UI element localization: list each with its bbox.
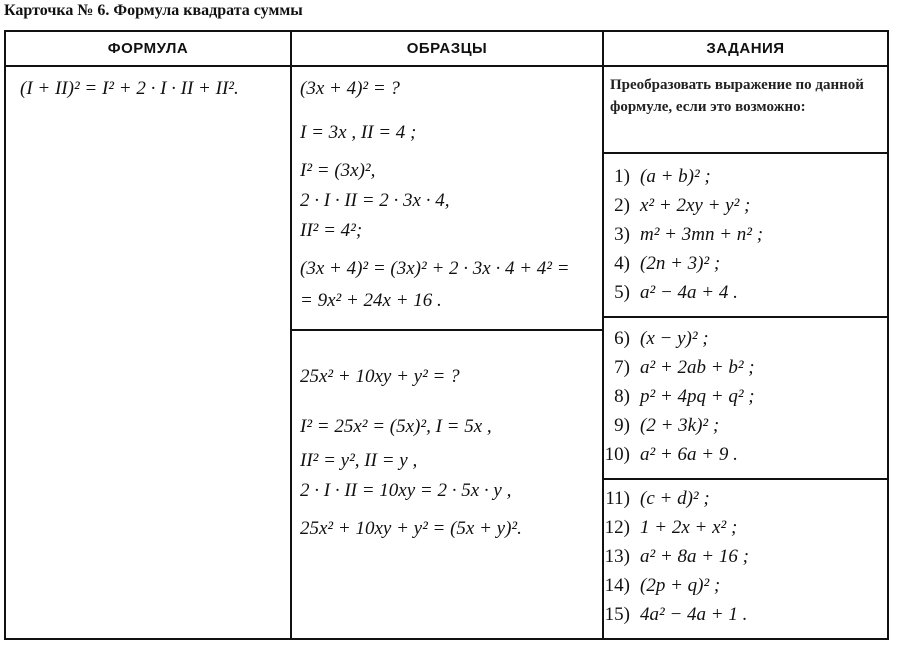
task-expression: m² + 3mn + n² ; (640, 224, 764, 245)
task-number: 8) (614, 386, 630, 407)
task-expression: p² + 4pq + q² ; (640, 386, 755, 407)
task-number: 10) (604, 444, 630, 465)
header-formula: ФОРМУЛА (107, 40, 189, 57)
task-number: 9) (614, 415, 630, 436)
task-expression: 1 + 2x + x² ; (640, 517, 738, 538)
task-expression: (2p + q)² ; (640, 575, 721, 596)
task-item (604, 546, 749, 568)
sample2-first: I² = 25x² = (5x)², I = 5x , (300, 416, 492, 437)
task-expression: (a + b)² ; (640, 166, 711, 187)
task-expression: (2n + 3)² ; (640, 253, 721, 274)
task-expression: x² + 2xy + y² ; (640, 195, 751, 216)
task-instruction: Преобразовать выражение по данной формуле, если это возможно: (610, 77, 864, 115)
task-expression: (x − y)² ; (640, 328, 709, 349)
task-item (604, 282, 738, 304)
task-number: 13) (604, 546, 630, 567)
task-number: 4) (614, 253, 630, 274)
task-number: 2) (614, 195, 630, 216)
task-item (604, 575, 720, 597)
sample1-first-square: I² = (3x)², (300, 160, 376, 181)
sample1-question: (3x + 4)² = ? (300, 78, 400, 99)
task-divider (602, 316, 887, 318)
task-item (604, 604, 747, 626)
task-number: 12) (604, 517, 630, 538)
task-expression: a² − 4a + 4 . (640, 282, 738, 303)
task-divider (602, 478, 887, 480)
task-item (604, 195, 750, 217)
column-divider (290, 32, 292, 638)
formula-table (4, 30, 889, 640)
task-expression: (2 + 3k)² ; (640, 415, 720, 436)
task-item (604, 328, 709, 350)
task-number: 11) (605, 488, 630, 509)
sample1-identify: I = 3x , II = 4 ; (300, 122, 417, 143)
sample-divider (290, 329, 602, 331)
main-formula: (I + II)² = I² + 2 · I · II + II². (20, 78, 239, 99)
task-divider (602, 152, 887, 154)
sample1-result: = 9x² + 24x + 16 . (300, 290, 442, 311)
task-number: 3) (614, 224, 630, 245)
sample2-result: 25x² + 10xy + y² = (5x + y)². (300, 518, 522, 539)
task-item (604, 444, 738, 466)
task-number: 5) (614, 282, 630, 303)
task-number: 14) (604, 575, 630, 596)
sample2-second: II² = y², II = y , (300, 450, 418, 471)
task-item (604, 517, 737, 539)
task-expression: (c + d)² ; (640, 488, 710, 509)
card-title: Карточка № 6. Формула квадрата суммы (4, 2, 303, 19)
task-item (604, 253, 720, 275)
task-item (604, 224, 763, 246)
task-number: 15) (604, 604, 630, 625)
task-number: 7) (614, 357, 630, 378)
header-samples: ОБРАЗЦЫ (406, 40, 488, 57)
task-item (604, 357, 755, 379)
task-item (604, 166, 711, 188)
task-item (604, 386, 755, 408)
sample1-second-square: II² = 4²; (300, 220, 363, 241)
task-expression: 4a² − 4a + 1 . (640, 604, 748, 625)
task-number: 1) (614, 166, 630, 187)
task-expression: a² + 2ab + b² ; (640, 357, 755, 378)
task-expression: a² + 8a + 16 ; (640, 546, 749, 567)
task-expression: a² + 6a + 9 . (640, 444, 738, 465)
task-item (604, 415, 719, 437)
task-number: 6) (614, 328, 630, 349)
sample1-expansion: (3x + 4)² = (3x)² + 2 · 3x · 4 + 4² = (300, 258, 570, 279)
header-tasks: ЗАДАНИЯ (706, 40, 785, 57)
task-item (604, 488, 710, 510)
sample1-double-product: 2 · I · II = 2 · 3x · 4, (300, 190, 450, 211)
sample2-double-product: 2 · I · II = 10xy = 2 · 5x · y , (300, 480, 512, 501)
sample2-question: 25x² + 10xy + y² = ? (300, 366, 460, 387)
